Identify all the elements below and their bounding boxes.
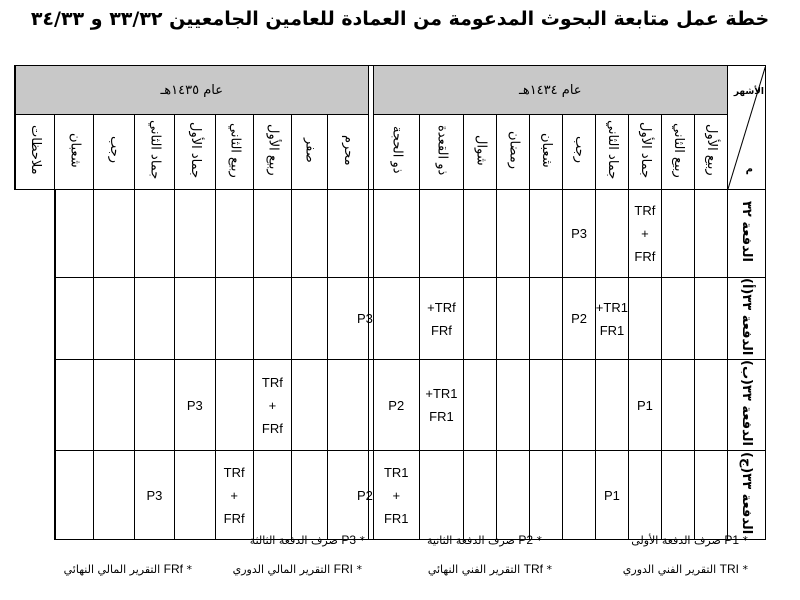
table-cell [596, 360, 629, 451]
cell-value: TR1+ FR1 [595, 299, 628, 338]
table-cell [94, 451, 134, 540]
legend-code: TRf [523, 562, 543, 576]
table-cell [497, 278, 530, 360]
legend-frf [64, 562, 192, 576]
cell-value: P3 [356, 311, 373, 327]
table-cell [497, 190, 530, 278]
table-cell [328, 190, 368, 278]
table-cell [55, 190, 94, 278]
month-label: ملاحظات [28, 125, 44, 175]
table-cell [563, 451, 596, 540]
table-cell [530, 278, 563, 360]
table-cell [175, 360, 215, 451]
table-cell [215, 190, 253, 278]
table-cell [368, 190, 373, 278]
table-cell [464, 451, 497, 540]
cell-value: P3 [146, 487, 163, 503]
month-header [253, 115, 291, 190]
table-cell [694, 360, 727, 451]
month-label: شعبان [67, 132, 83, 168]
month-label: شعبان [539, 132, 555, 168]
month-label: ربيع الأول [703, 124, 719, 176]
table-cell [694, 190, 727, 278]
table-cell [292, 360, 328, 451]
table-cell [530, 360, 563, 451]
row-label [727, 360, 765, 451]
table-cell [368, 360, 373, 451]
table-cell [328, 360, 368, 451]
table-cell [694, 451, 727, 540]
table-cell [661, 278, 694, 360]
table-cell [292, 451, 328, 540]
cell-value: TR1+ FR1 [425, 386, 458, 425]
row-label-text: الدفعة ٣٣(أ) [738, 278, 754, 356]
table-cell [215, 278, 253, 360]
month-label: ذو الحجة [389, 126, 405, 174]
table-cell [94, 278, 134, 360]
month-header [661, 115, 694, 190]
legend-code: P3 [341, 533, 356, 547]
table-cell [94, 360, 134, 451]
legend-code: P2 [518, 533, 533, 547]
month-label: ذو القعدة [434, 124, 450, 176]
cell-value: P3 [186, 397, 203, 413]
table-cell [253, 451, 291, 540]
month-header [563, 115, 596, 190]
month-header [497, 115, 530, 190]
table-cell [563, 278, 596, 360]
month-header [419, 115, 464, 190]
cell-value: TRf + FRf [223, 464, 245, 526]
corner-header [727, 66, 765, 190]
table-row [15, 360, 766, 451]
table-cell [55, 360, 94, 451]
month-header [628, 115, 661, 190]
cell-value: P1 [604, 487, 620, 503]
table-cell [134, 190, 174, 278]
table-cell [215, 360, 253, 451]
month-label: رجب [107, 136, 123, 164]
table-cell [419, 451, 464, 540]
table-cell [596, 278, 629, 360]
plan-table [14, 65, 766, 540]
table-row [15, 190, 766, 278]
legend-star: * [742, 563, 748, 576]
table-cell [134, 360, 174, 451]
table-cell [175, 278, 215, 360]
table-cell [373, 451, 419, 540]
table-cell [628, 360, 661, 451]
table-cell [497, 451, 530, 540]
table-cell [464, 360, 497, 451]
legend-p1 [631, 533, 748, 547]
plan-table-wrap [14, 65, 766, 535]
month-header [328, 115, 368, 190]
cell-value: TRf+ FRf [427, 299, 456, 338]
months-row [15, 115, 766, 190]
legend-star: * [742, 534, 748, 547]
table-cell [596, 451, 629, 540]
month-label: ربيع الأول [265, 124, 281, 176]
row-label-text: الدفعة ٣٢ [738, 201, 754, 262]
month-header [215, 115, 253, 190]
corner-index-label: م [745, 163, 753, 175]
month-header [55, 115, 94, 190]
table-row [15, 451, 766, 540]
month-header [292, 115, 328, 190]
row-label-text: الدفعة ٣٣(ب) [738, 360, 754, 447]
cell-value: TR1 + FR1 [383, 464, 409, 526]
table-cell [596, 190, 629, 278]
table-cell [661, 360, 694, 451]
row-label [727, 278, 765, 360]
legend-star: * [359, 534, 365, 547]
table-cell [215, 451, 253, 540]
legend-p2 [427, 533, 542, 547]
legend-star: * [546, 563, 552, 576]
month-label: جماد الأول [638, 121, 654, 179]
month-label: جماد الأول [187, 121, 203, 179]
month-label: رمضان [506, 130, 522, 170]
month-header [134, 115, 174, 190]
table-cell [356, 451, 373, 540]
legend-star: * [536, 534, 542, 547]
table-cell [628, 278, 661, 360]
cell-value: P2 [356, 487, 373, 503]
table-cell [419, 360, 464, 451]
table-cell [94, 190, 134, 278]
month-header [15, 115, 55, 190]
table-cell [253, 278, 291, 360]
table-cell [253, 360, 291, 451]
table-cell [661, 190, 694, 278]
table-cell [464, 278, 497, 360]
legend-tri [623, 562, 748, 576]
legend-code: P1 [724, 533, 739, 547]
table-cell [628, 451, 661, 540]
table-cell [530, 451, 563, 540]
legend-star: * [356, 563, 362, 576]
legend-text: التقرير الفني الدوري [622, 563, 717, 576]
table-cell [694, 278, 727, 360]
legend-text: التقرير المالي النهائي [63, 563, 161, 576]
table-cell [373, 278, 419, 360]
table-cell [563, 190, 596, 278]
legend-star: * [186, 563, 192, 576]
table-cell [530, 190, 563, 278]
year-1434-header: عام ١٤٣٤هـ [373, 66, 727, 115]
month-label: جماد الثاني [605, 120, 621, 180]
month-header [694, 115, 727, 190]
month-header [596, 115, 629, 190]
month-label: محرم [340, 134, 356, 166]
month-header [530, 115, 563, 190]
table-cell [628, 190, 661, 278]
cell-value: P2 [571, 311, 587, 327]
table-cell [175, 451, 215, 540]
table-cell [563, 360, 596, 451]
month-header [464, 115, 497, 190]
table-cell [55, 278, 94, 360]
month-header [175, 115, 215, 190]
cell-value: TRf + FRf [634, 203, 656, 264]
month-label: رجب [572, 136, 588, 164]
table-cell [497, 360, 530, 451]
table-cell [661, 451, 694, 540]
table-cell [175, 190, 215, 278]
table-cell [419, 278, 464, 360]
legend-text: صرف الدفعة الثانية [427, 534, 515, 547]
plan-body [15, 190, 766, 540]
legend-fri [233, 562, 362, 576]
page-title: خطة عمل متابعة البحوث المدعومة من العمادة للعامين الجامعيين ٣٣/٣٢ و ٣٤/٣٣ [30, 8, 770, 30]
corner-months-label: الأشهر [733, 86, 764, 97]
month-label: جماد الثاني [147, 120, 163, 180]
cell-value: TRf + FRf [261, 374, 283, 436]
legend-text: التقرير الفني النهائي [427, 563, 521, 576]
cell-value: P3 [571, 226, 587, 241]
table-row [15, 278, 766, 360]
row-label [727, 451, 765, 540]
legend-trf [428, 562, 552, 576]
legend-text: التقرير المالي الدوري [232, 563, 331, 576]
year-1435-header: عام ١٤٣٥هـ [15, 66, 368, 115]
table-cell [134, 451, 174, 540]
legend-p3 [250, 533, 365, 547]
legend-text: صرف الدفعة الثالثة [249, 534, 338, 547]
legend-code: TRI [719, 562, 739, 576]
table-cell [292, 190, 328, 278]
month-header [94, 115, 134, 190]
month-label: ربيع الثاني [670, 122, 686, 178]
cell-value: P1 [636, 397, 653, 413]
month-header [373, 115, 419, 190]
month-label: شوال [473, 134, 489, 166]
legend-code: FRf [163, 562, 183, 576]
table-cell [464, 190, 497, 278]
row-label [727, 190, 765, 278]
month-label: صفر [302, 137, 318, 163]
table-cell [419, 190, 464, 278]
month-label: ربيع الثاني [227, 122, 243, 178]
table-cell [253, 190, 291, 278]
cell-value: P2 [388, 397, 405, 413]
legend-code: FRI [333, 562, 353, 576]
legend-text: صرف الدفعة الأولى [631, 534, 721, 547]
table-cell [134, 278, 174, 360]
table-cell [356, 278, 373, 360]
table-cell [373, 190, 419, 278]
row-label-text: الدفعة ٣٣(ج) [738, 452, 754, 535]
table-cell [55, 451, 94, 540]
table-cell [292, 278, 328, 360]
table-cell [373, 360, 419, 451]
